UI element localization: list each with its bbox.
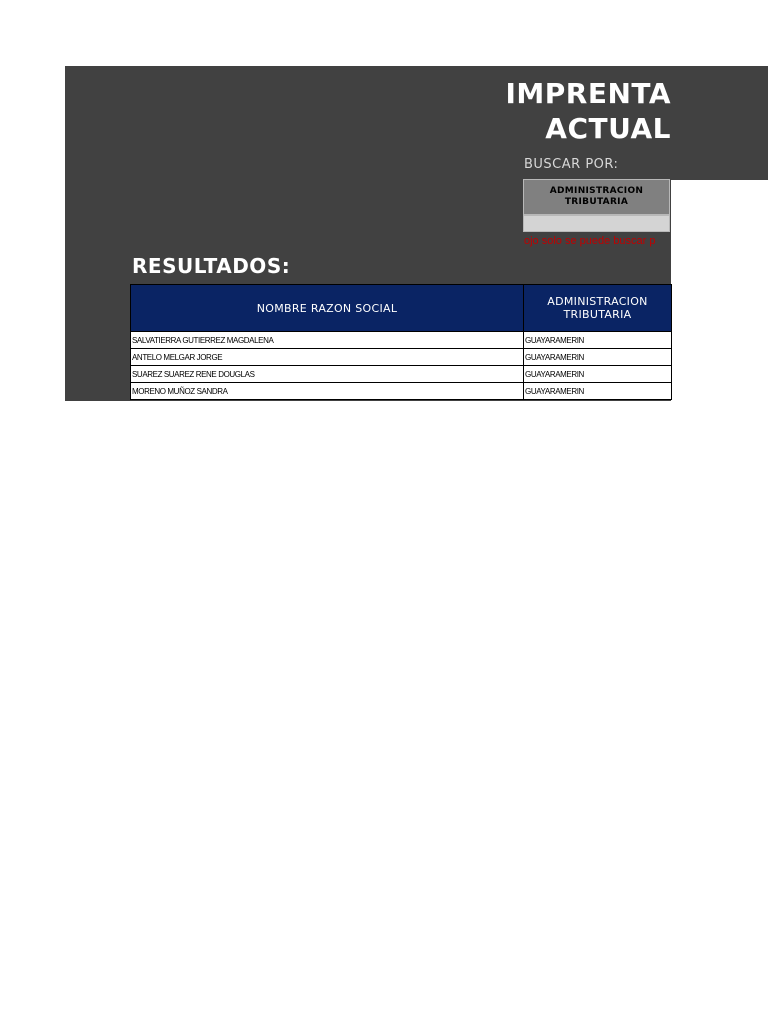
cell-admin: GUAYARAMERIN xyxy=(524,366,672,383)
search-field-label-line-2: TRIBUTARIA xyxy=(564,197,629,207)
search-note: ojo solo se puede buscar p xyxy=(524,235,656,247)
results-title: RESULTADOS: xyxy=(132,254,291,278)
column-header-admin-line-2: TRIBUTARIA xyxy=(563,308,632,321)
dark-panel-extension xyxy=(671,66,768,180)
table-row xyxy=(131,332,672,349)
cell-name: SALVATIERRA GUTIERREZ MAGDALENA xyxy=(131,332,524,349)
page-title xyxy=(371,76,671,146)
cell-name: ANTELO MELGAR JORGE xyxy=(131,349,524,366)
cell-name: MORENO MUÑOZ SANDRA xyxy=(131,383,524,400)
column-header-name: NOMBRE RAZON SOCIAL xyxy=(131,285,524,332)
table-row xyxy=(131,349,672,366)
cell-admin: GUAYARAMERIN xyxy=(524,332,672,349)
results-header-row xyxy=(131,285,672,332)
title-line-1: IMPRENTA xyxy=(505,77,671,110)
cell-admin: GUAYARAMERIN xyxy=(524,349,672,366)
cell-name: SUAREZ SUAREZ RENE DOUGLAS xyxy=(131,366,524,383)
table-row xyxy=(131,383,672,400)
table-row xyxy=(131,366,672,383)
results-table xyxy=(130,284,672,400)
search-field-label-line-1: ADMINISTRACION xyxy=(549,186,644,196)
column-header-admin-line-1: ADMINISTRACION xyxy=(547,295,648,308)
search-field-header xyxy=(523,179,670,215)
search-label: BUSCAR POR: xyxy=(524,157,619,172)
cell-admin: GUAYARAMERIN xyxy=(524,383,672,400)
search-input[interactable] xyxy=(523,215,670,232)
column-header-admin xyxy=(524,285,672,332)
title-line-2: ACTUAL xyxy=(545,112,671,145)
